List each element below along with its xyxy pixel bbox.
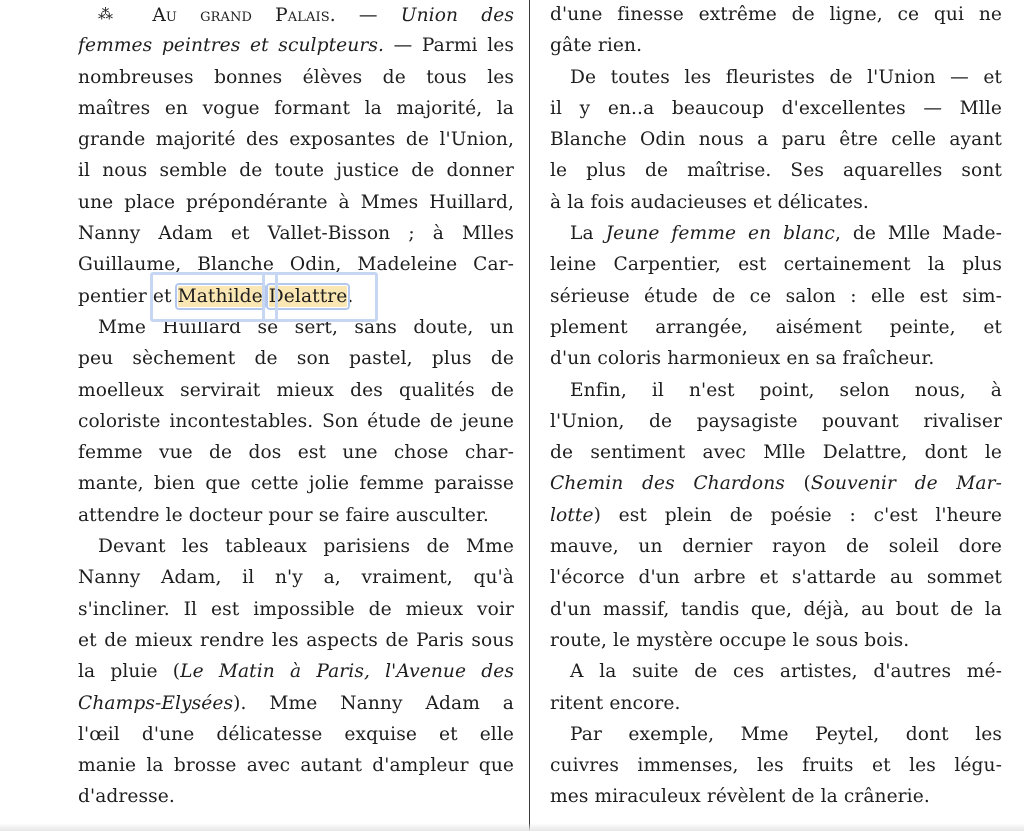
text-line: cuivres immenses, les fruits et les légu-	[550, 755, 1002, 777]
text-line: Chemin des Chardons (Souvenir de Mar-	[550, 473, 1002, 495]
text-line: sérieuse étude de ce salon : elle est sim-	[550, 285, 1002, 307]
column-divider	[529, 0, 530, 831]
text-line: manie la brosse avec autant d'ampleur que	[78, 755, 514, 777]
text-line: moelleux servirait mieux des qualités de	[78, 379, 514, 401]
text-line: l'Union, de paysagiste pouvant rivaliser	[550, 410, 1002, 432]
text-line: Enfin, il n'est point, selon nous, à	[570, 379, 1002, 401]
text-line: Guillaume, Blanche Odin, Madeleine Car-	[78, 254, 514, 276]
text-line: mauve, un dernier rayon de soleil dore	[550, 536, 1002, 558]
left-column	[78, 0, 514, 813]
heading-italic: Union des	[400, 5, 514, 26]
text-line: Nanny Adam, il n'y a, vraiment, qu'à	[78, 567, 514, 589]
text-line: Blanche Odin nous a paru être celle ayant	[550, 129, 1002, 151]
text-line: il y en..a beaucoup d'excellentes — Mlle	[550, 97, 1002, 119]
text-line: coloriste incontestables. Son étude de jeune	[78, 410, 514, 432]
text-line: Devant les tableaux parisiens de Mme	[98, 536, 514, 558]
text-line: lotte) est plein de poésie : c'est l'heure	[550, 504, 1002, 526]
text-line-highlight: pentier et Mathilde Delattre.	[78, 285, 354, 307]
right-column	[550, 0, 1002, 813]
text-line: d'une finesse extrême de ligne, ce qui ne	[550, 4, 1002, 25]
text-line: une place prépondérante à Mmes Huillard,	[78, 191, 514, 213]
text-line: mante, bien que cette jolie femme paraisse	[78, 473, 514, 495]
text-line: Champs-Elysées). Mme Nanny Adam a	[78, 692, 514, 714]
text-line: d'un massif, tandis que, déjà, au bout de la	[550, 598, 1002, 620]
text-line: Par exemple, Mme Peytel, dont les	[570, 723, 1002, 745]
highlight-word-mathilde[interactable]: Mathilde	[177, 285, 263, 307]
text-line: d'un coloris harmonieux en sa fraîcheur.	[550, 348, 935, 370]
text-line: Nanny Adam et Vallet-Bisson ; à Mlles	[78, 223, 514, 245]
text-line: peu sèchement de son pastel, plus de	[78, 348, 514, 370]
text-line: l'œil d'une délicatesse exquise et elle	[78, 723, 514, 745]
heading-title: Au grand Palais.	[152, 5, 336, 26]
text-line: plement arrangée, aisément peinte, et	[550, 316, 1002, 338]
bottom-edge	[0, 823, 1024, 831]
text-line: d'adresse.	[78, 786, 175, 808]
text-line: de sentiment avec Mlle Delattre, dont le	[550, 442, 1002, 464]
text-line: et de mieux rendre les aspects de Paris sous	[78, 629, 514, 651]
text-line: maîtres en vogue formant la majorité, la	[78, 97, 514, 119]
text-line: leine Carpentier, est certainement la plus	[550, 254, 1002, 276]
text-line: s'incliner. Il est impossible de mieux voir	[78, 598, 514, 620]
heading-line: ⁂ Au grand Palais. — Union des	[98, 5, 514, 26]
text-line: attendre le docteur pour se faire ausculter.	[78, 504, 489, 526]
asterism: ⁂	[98, 5, 130, 23]
text-line: Mme Huillard se sert, sans doute, un	[98, 316, 514, 338]
text-line: femmes peintres et sculpteurs. — Parmi les	[78, 35, 514, 57]
text-line: à la fois audacieuses et délicates.	[550, 191, 869, 213]
text-line: grande majorité des exposantes de l'Union,	[78, 129, 514, 151]
text-line: la pluie (Le Matin à Paris, l'Avenue des	[78, 661, 514, 683]
text-line: femme vue de dos est une chose char-	[78, 442, 514, 464]
text-line: La Jeune femme en blanc, de Mlle Made-	[570, 223, 1002, 245]
text-line: nombreuses bonnes élèves de tous les	[78, 66, 514, 88]
highlight-word-delattre[interactable]: Delattre	[268, 285, 348, 307]
text-line: il nous semble de toute justice de donner	[78, 160, 514, 182]
text-line: gâte rien.	[550, 35, 643, 57]
text-line: A la suite de ces artistes, d'autres mé-	[570, 661, 1002, 683]
text-line: mes miraculeux révèlent de la crânerie.	[550, 786, 930, 808]
text-line: ritent encore.	[550, 692, 681, 714]
text-line: le plus de maîtrise. Ses aquarelles sont	[550, 160, 1002, 182]
text-line: route, le mystère occupe le sous bois.	[550, 629, 910, 651]
text-line: l'écorce d'un arbre et s'attarde au sommet	[550, 567, 1002, 589]
text-line: De toutes les fleuristes de l'Union — et	[570, 66, 1002, 88]
